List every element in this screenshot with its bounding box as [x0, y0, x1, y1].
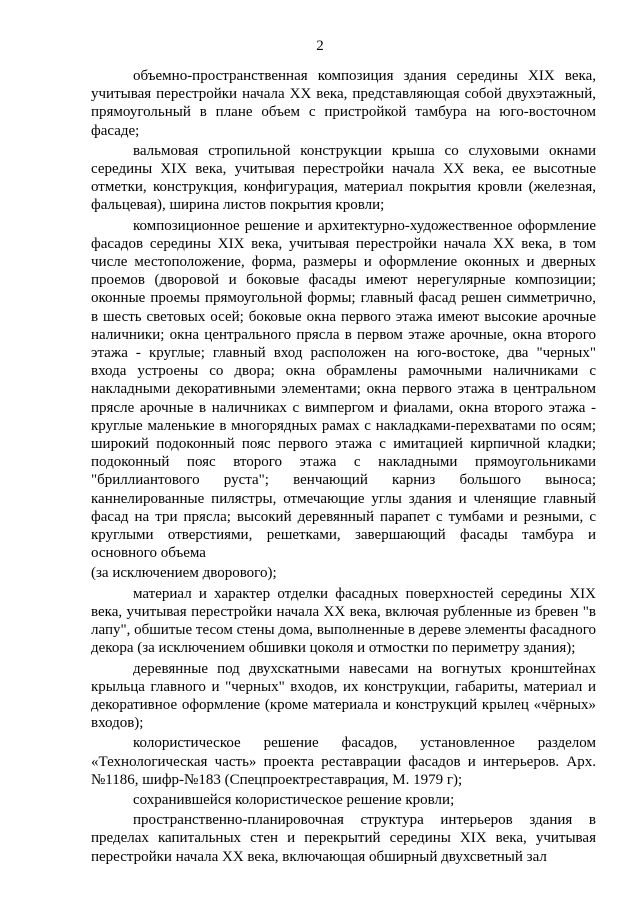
paragraph-porches: деревянные под двухскатными навесами на вогнутых кронштейнах крыльца главного и "черных" входов, их конструкции, габариты, материал и декоративное оформление (кроме материала и конструкций крылец «чёрных» входов); [91, 660, 596, 732]
paragraph-facade-composition: композиционное решение и архитектурно-художественное оформление фасадов середины XIX века, учитывая перестройки начала XX века, в том числе местоположение, форма, размеры и оформление оконных и дверных проемов (дворовой и боковые фасады имеют нерегулярные композиции; оконные проемы прямоугольной формы; главный фасад решен симметрично, в шесть световых осей; боковые окна первого этажа имеют высокие арочные наличники; окна центрального прясла в первом этаже арочные, окна второго этажа - круглые; главный вход расположен на юго-востоке, два "черных" входа устроены со двора; окна обрамлены рамочными наличниками с накладными декоративными элементами; окна первого этажа в центральном прясле арочные в наличниках с вимпергом и фиалами, окна второго этажа - круглые маленькие в многорядных рамах с накладками-перехватами по осям; широкий подоконный пояс первого этажа с имитацией кирпичной кладки; подоконный пояс второго этажа с накладными прямоугольниками "бриллиантового руста"; венчающий карниз большого выноса; каннелированные пилястры, отмечающие углы здания и членящие главный фасад на три прясла; высокий деревянный парапет с тумбами и резными, с круглыми отверстиями, решетками, завершающий фасады тамбура и основного объема [91, 217, 596, 562]
document-body [91, 67, 596, 868]
paragraph-roof-color: сохранившейся колористическое решение кровли; [133, 791, 455, 808]
page-number: 2 [316, 38, 324, 54]
paragraph-facade-color: колористическое решение фасадов, установленное разделом «Технологическая часть» проекта реставрации фасадов и интерьеров. Арх.№1186, шифр-№183 (Спецпроектреставрация, М. 1979 г); [91, 735, 596, 788]
paragraph-volume-composition: объемно-пространственная композиция здания середины XIX века, учитывая перестройки начала XX века, представляющая собой двухэтажный, прямоугольный в плане объем с пристройкой тамбура на юго-восточном фасаде; [91, 68, 596, 139]
paragraph-interior-structure: пространственно-планировочная структура интерьеров здания в пределах капитальных стен и перекрытий середины XIX века, учитывая перестройки начала XX века, включающая обширный двухсветный зал [91, 812, 596, 865]
paragraph-facade-exception: (за исключением дворового); [91, 565, 277, 582]
paragraph-facade-material: материал и характер отделки фасадных поверхностей середины XIX века, учитывая перестройки начала XX века, включая рубленные из бревен "в лапу", обшитые тесом стены дома, выполненные в дереве элементы фасадного декора (за исключением обшивки цоколя и отмостки по периметру здания); [91, 585, 596, 657]
paragraph-roof: вальмовая стропильной конструкции крыша со слуховыми окнами середины XIX века, учитывая перестройки начала XX века, ее высотные отметки, конструкция, конфигурация, материал покрытия кровли (железная, фальцевая), ширина листов покрытия кровли; [91, 142, 596, 214]
